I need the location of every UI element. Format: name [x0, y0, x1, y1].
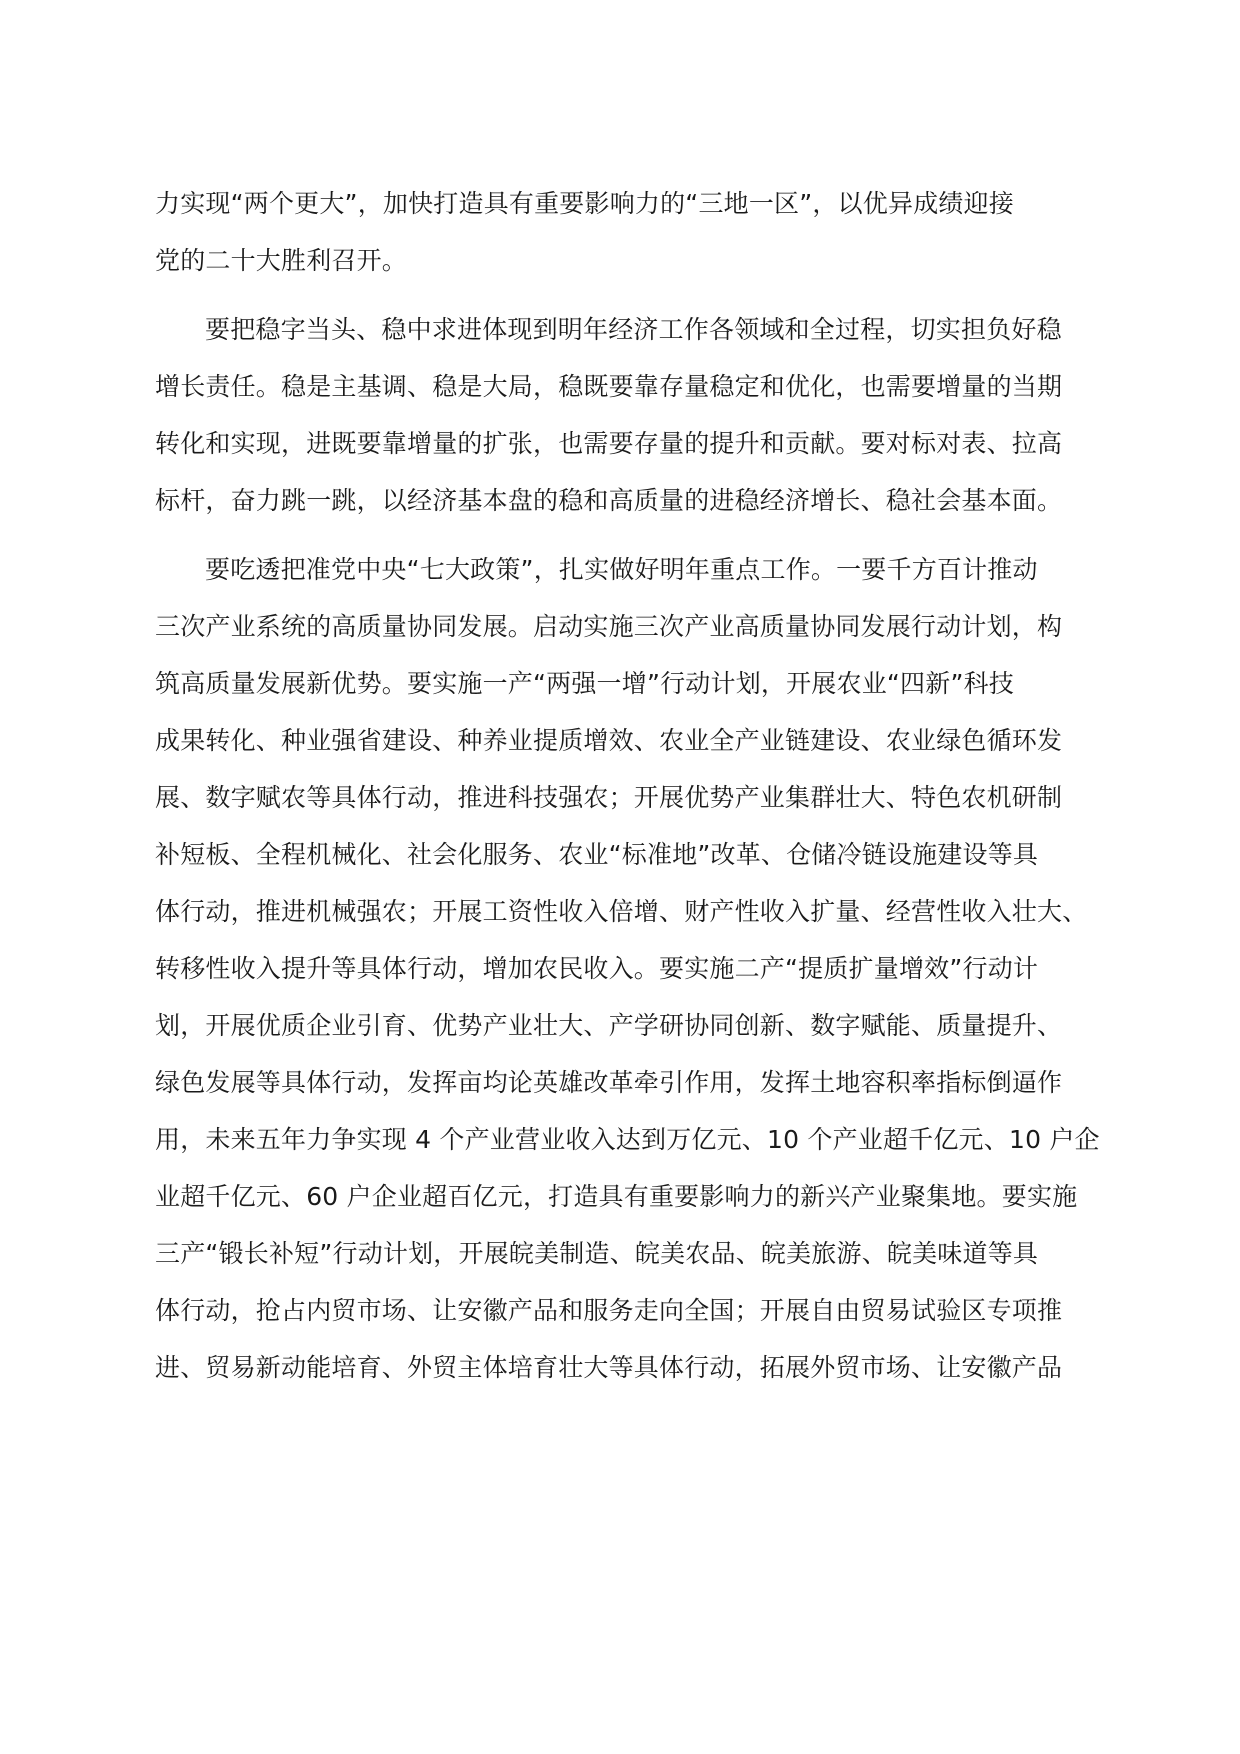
paragraph-3-line-6: 补短板、全程机械化、社会化服务、农业“标准地”改革、仓储冷链设施建设等具 [155, 840, 1039, 869]
paragraph-2-line-2: 增长责任。稳是主基调、稳是大局，稳既要靠存量稳定和优化，也需要增量的当期 [155, 372, 1063, 401]
paragraph-3-line-12: 业超千亿元、60 户企业超百亿元，打造具有重要影响力的新兴产业聚集地。要实施 [155, 1182, 1078, 1211]
paragraph-3-line-8: 转移性收入提升等具体行动，增加农民收入。要实施二产“提质扩量增效”行动计 [155, 954, 1039, 983]
paragraph-2-line-4: 标杆，奋力跳一跳，以经济基本盘的稳和高质量的进稳经济增长、稳社会基本面。 [155, 486, 1063, 515]
paragraph-3-line-10: 绿色发展等具体行动，发挥亩均论英雄改革牵引作用，发挥土地容积率指标倒逼作 [155, 1068, 1063, 1097]
paragraph-3-line-14: 体行动，抢占内贸市场、让安徽产品和服务走向全国；开展自由贸易试验区专项推 [155, 1296, 1063, 1325]
paragraph-1-line-1: 力实现“两个更大”，加快打造具有重要影响力的“三地一区”，以优异成绩迎接 [155, 189, 1015, 218]
paragraph-3-line-15: 进、贸易新动能培育、外贸主体培育壮大等具体行动，拓展外贸市场、让安徽产品 [155, 1353, 1063, 1382]
paragraph-3-line-1: 要吃透把准党中央“七大政策”，扎实做好明年重点工作。一要千方百计推动 [205, 555, 1038, 584]
paragraph-3-line-9: 划，开展优质企业引育、优势产业壮大、产学研协同创新、数字赋能、质量提升、 [155, 1011, 1063, 1040]
paragraph-3-line-4: 成果转化、种业强省建设、种养业提质增效、农业全产业链建设、农业绿色循环发 [155, 726, 1063, 755]
paragraph-3-line-2: 三次产业系统的高质量协同发展。启动实施三次产业高质量协同发展行动计划，构 [155, 612, 1063, 641]
paragraph-2-line-1: 要把稳字当头、稳中求进体现到明年经济工作各领域和全过程，切实担负好稳 [205, 315, 1062, 344]
paragraph-2-line-3: 转化和实现，进既要靠增量的扩张，也需要存量的提升和贡献。要对标对表、拉高 [155, 429, 1063, 458]
paragraph-1-line-2: 党的二十大胜利召开。 [155, 246, 408, 275]
paragraph-3-line-7: 体行动，推进机械强农；开展工资性收入倍增、财产性收入扩量、经营性收入壮大、 [155, 897, 1088, 926]
paragraph-3-line-13: 三产“锻长补短”行动计划，开展皖美制造、皖美农品、皖美旅游、皖美味道等具 [155, 1239, 1039, 1268]
paragraph-3-line-5: 展、数字赋农等具体行动，推进科技强农；开展优势产业集群壮大、特色农机研制 [155, 783, 1063, 812]
paragraph-3-line-11: 用，未来五年力争实现 4 个产业营业收入达到万亿元、10 个产业超千亿元、10 户企 [155, 1125, 1100, 1154]
paragraph-3-line-3: 筑高质量发展新优势。要实施一产“两强一增”行动计划，开展农业“四新”科技 [155, 669, 1015, 698]
